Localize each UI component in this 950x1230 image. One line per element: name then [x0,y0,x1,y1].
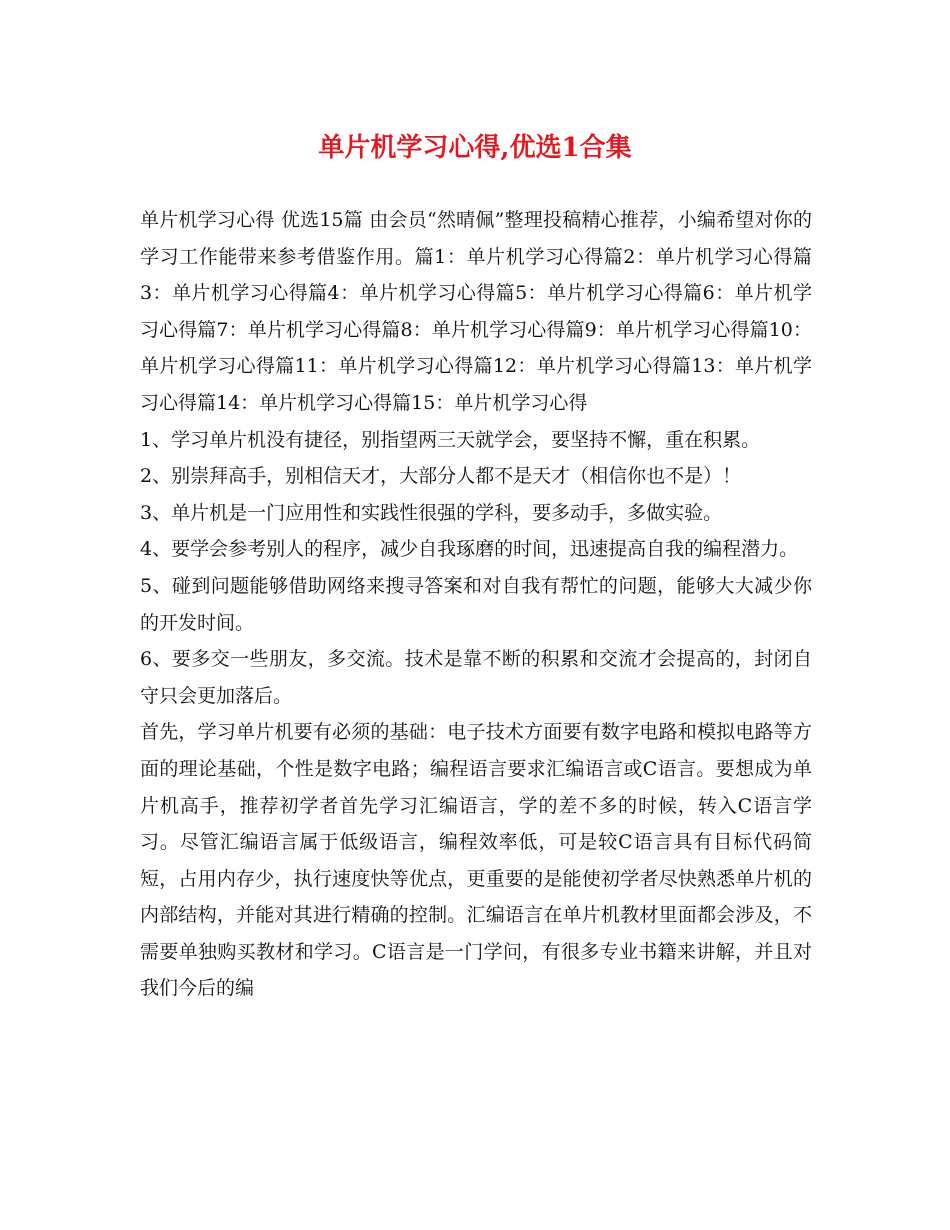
tip-4-paragraph: 4、要学会参考别人的程序，减少自我琢磨的时间，迅速提高自我的编程潜力。 [140,538,799,561]
tip-3-paragraph: 3、单片机是一门应用性和实践性很强的学科，要多动手，多做实验。 [140,501,723,524]
tip-6-paragraph: 6、要多交一些朋友，多交流。技术是靠不断的积累和交流才会提高的，封闭自守只会更加落后。 [140,648,812,707]
foundation-paragraph: 首先，学习单片机要有必须的基础：电子技术方面要有数字电路和模拟电路等方面的理论基础，个性是数字电路；编程语言要求汇编语言或C语言。要想成为单片机高手，推荐初学者首先学习汇编语言，学的差不多的时候，转入C语言学习。尽管汇编语言属于低级语言，编程效率低，可是较C语言具有目标代码简短，占用内存少，执行速度快等优点，更重要的是能使初学者尽快熟悉单片机的内部结构，并能对其进行精确的控制。汇编语言在单片机教材里面都会涉及，不需要单独购买教材和学习。C语言是一门学问，有很多专业书籍来讲解，并且对我们今后的编 [140,721,812,1000]
document-body [140,202,812,1007]
tip-5-paragraph: 5、碰到问题能够借助网络来搜寻答案和对自我有帮忙的问题，能够大大减少你的开发时间。 [140,574,812,634]
tip-2-paragraph: 2、别崇拜高手，别相信天才，大部分人都不是天才（相信你也不是）！ [140,465,742,488]
tip-1-paragraph: 1、学习单片机没有捷径，别指望两三天就学会，要坚持不懈，重在积累。 [140,428,761,451]
document-title: 单片机学习心得,优选1合集 [318,133,632,163]
intro-paragraph: 单片机学习心得 优选15篇 由会员“然晴佩”整理投稿精心推荐，小编希望对你的学习工作能带来参考借鉴作用。篇1：单片机学习心得篇2：单片机学习心得篇3：单片机学习心得篇4：单片机学习心得篇5：单片机学习心得篇6：单片机学习心得篇7：单片机学习心得篇8：单片机学习心得篇9：单片机学习心得篇10：单片机学习心得篇11：单片机学习心得篇12：单片机学习心得篇13：单片机学习心得篇14：单片机学习心得篇15：单片机学习心得 [140,209,812,414]
